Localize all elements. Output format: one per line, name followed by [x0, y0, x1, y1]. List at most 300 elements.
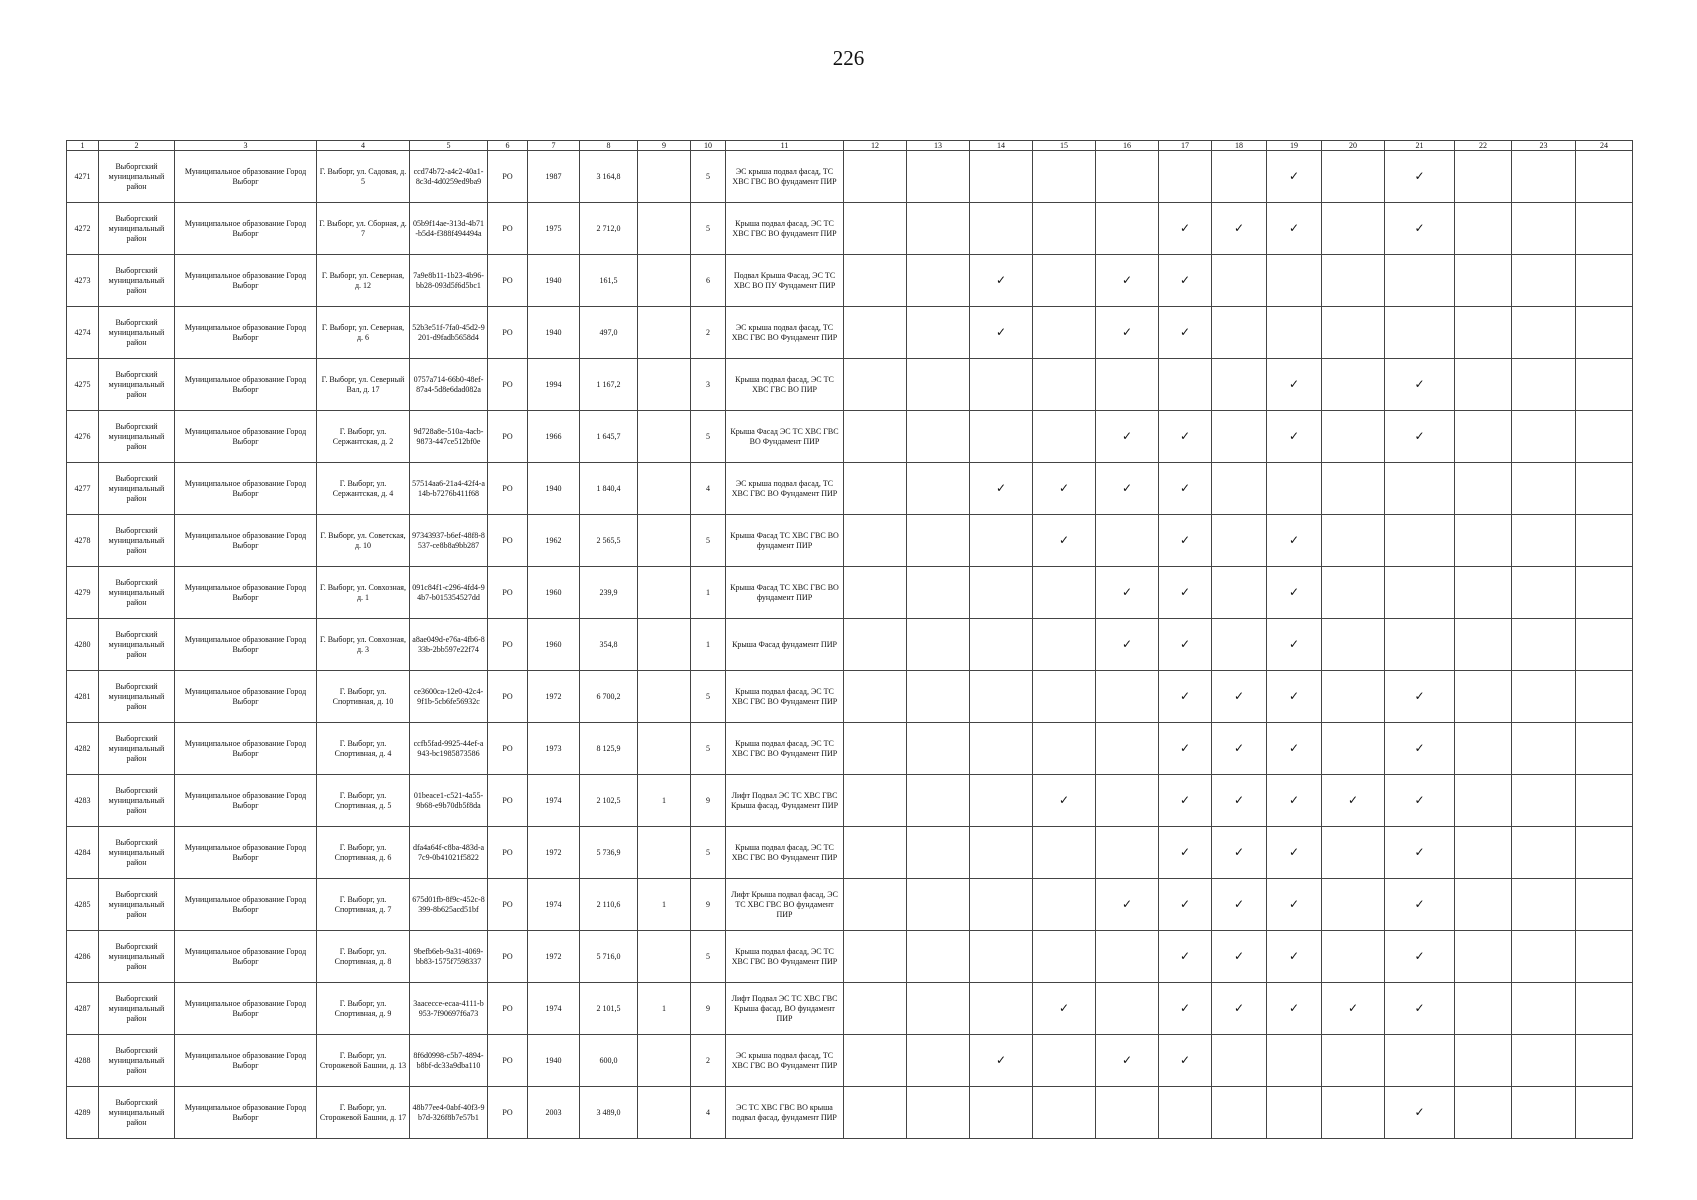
checkmark-icon: ✓ — [1121, 480, 1133, 495]
checkmark-icon: ✓ — [1414, 1000, 1425, 1015]
record-number: 4287 — [67, 983, 99, 1035]
mark-cell-col-13 — [907, 983, 970, 1035]
mark-cell-col-22 — [1455, 203, 1512, 255]
mark-cell-col-13 — [907, 411, 970, 463]
year-built-cell: 1940 — [528, 463, 580, 515]
area-cell: 1 167,2 — [580, 359, 638, 411]
mark-cell-col-19 — [1267, 1035, 1322, 1087]
district-cell: Выборгский муниципальный район — [99, 151, 175, 203]
mark-cell-col-16 — [1096, 567, 1159, 619]
mark-cell-col-15 — [1033, 671, 1096, 723]
district-cell: Выборгский муниципальный район — [99, 567, 175, 619]
address-cell: Г. Выборг, ул. Спортивная, д. 4 — [317, 723, 410, 775]
column-9-cell — [638, 255, 691, 307]
mark-cell-col-18 — [1212, 411, 1267, 463]
mark-cell-col-15 — [1033, 983, 1096, 1035]
mark-cell-col-13 — [907, 307, 970, 359]
column-10-cell: 9 — [691, 983, 726, 1035]
column-9-cell — [638, 359, 691, 411]
mark-cell-col-22 — [1455, 359, 1512, 411]
mark-cell-col-22 — [1455, 827, 1512, 879]
mark-cell-col-23 — [1512, 151, 1576, 203]
mark-cell-col-18 — [1212, 827, 1267, 879]
checkmark-icon: ✓ — [1058, 480, 1070, 495]
checkmark-icon: ✓ — [1058, 792, 1070, 807]
mark-cell-col-19 — [1267, 827, 1322, 879]
table-row — [67, 359, 1633, 411]
management-type-cell: РО — [488, 203, 528, 255]
mark-cell-col-22 — [1455, 723, 1512, 775]
checkmark-icon: ✓ — [1414, 844, 1425, 859]
mark-cell-col-18 — [1212, 775, 1267, 827]
checkmark-icon: ✓ — [1121, 584, 1133, 599]
mark-cell-col-14 — [970, 567, 1033, 619]
mark-cell-col-21 — [1385, 1087, 1455, 1139]
mark-cell-col-13 — [907, 619, 970, 671]
mark-cell-col-18 — [1212, 1035, 1267, 1087]
checkmark-icon: ✓ — [1179, 636, 1191, 651]
mark-cell-col-15 — [1033, 151, 1096, 203]
works-list-cell: Крыша подвал фасад, ЭС ТС ХВС ГВС ВО Фундамент ПИР — [726, 827, 844, 879]
mark-cell-col-18 — [1212, 359, 1267, 411]
address-cell: Г. Выборг, ул. Спортивная, д. 7 — [317, 879, 410, 931]
checkmark-icon: ✓ — [1414, 948, 1425, 963]
municipality-cell: Муниципальное образование Город Выборг — [175, 1087, 317, 1139]
mark-cell-col-19 — [1267, 723, 1322, 775]
mark-cell-col-17 — [1159, 567, 1212, 619]
record-number: 4276 — [67, 411, 99, 463]
mark-cell-col-19 — [1267, 619, 1322, 671]
mark-cell-col-23 — [1512, 827, 1576, 879]
year-built-cell: 1940 — [528, 1035, 580, 1087]
checkmark-icon: ✓ — [1414, 376, 1425, 391]
mark-cell-col-14 — [970, 1087, 1033, 1139]
table-row — [67, 151, 1633, 203]
mark-cell-col-22 — [1455, 255, 1512, 307]
mark-cell-col-24 — [1576, 515, 1633, 567]
mark-cell-col-23 — [1512, 567, 1576, 619]
guid-cell: 7a9e8b11-1b23-4b96-bb28-093d5f6d5bc1 — [410, 255, 488, 307]
mark-cell-col-20 — [1322, 307, 1385, 359]
guid-cell: 675d01fb-8f9c-452c-8399-8b625acd51bf — [410, 879, 488, 931]
mark-cell-col-23 — [1512, 203, 1576, 255]
column-10-cell: 6 — [691, 255, 726, 307]
address-cell: Г. Выборг, ул. Северная, д. 6 — [317, 307, 410, 359]
mark-cell-col-16 — [1096, 671, 1159, 723]
column-number-5: 5 — [410, 141, 488, 151]
mark-cell-col-14 — [970, 203, 1033, 255]
guid-cell: dfa4a64f-c8ba-483d-a7c9-0b41021f5822 — [410, 827, 488, 879]
area-cell: 497,0 — [580, 307, 638, 359]
year-built-cell: 1974 — [528, 775, 580, 827]
mark-cell-col-12 — [844, 1035, 907, 1087]
checkmark-icon: ✓ — [1288, 1000, 1300, 1015]
guid-cell: ccd74b72-a4c2-40a1-8c3d-4d0259ed9ba9 — [410, 151, 488, 203]
table-row — [67, 931, 1633, 983]
record-number: 4275 — [67, 359, 99, 411]
checkmark-icon: ✓ — [1288, 636, 1300, 651]
mark-cell-col-15 — [1033, 203, 1096, 255]
area-cell: 3 489,0 — [580, 1087, 638, 1139]
mark-cell-col-20 — [1322, 567, 1385, 619]
column-10-cell: 4 — [691, 463, 726, 515]
area-cell: 1 840,4 — [580, 463, 638, 515]
column-10-cell: 4 — [691, 1087, 726, 1139]
mark-cell-col-13 — [907, 879, 970, 931]
checkmark-icon: ✓ — [1179, 740, 1191, 755]
mark-cell-col-18 — [1212, 931, 1267, 983]
mark-cell-col-21 — [1385, 983, 1455, 1035]
mark-cell-col-18 — [1212, 723, 1267, 775]
mark-cell-col-14 — [970, 515, 1033, 567]
column-10-cell: 2 — [691, 307, 726, 359]
area-cell: 5 716,0 — [580, 931, 638, 983]
mark-cell-col-21 — [1385, 515, 1455, 567]
mark-cell-col-13 — [907, 359, 970, 411]
municipality-cell: Муниципальное образование Город Выборг — [175, 983, 317, 1035]
checkmark-icon: ✓ — [1414, 1104, 1425, 1119]
works-list-cell: Крыша подвал фасад, ЭС ТС ХВС ГВС ВО фундамент ПИР — [726, 203, 844, 255]
area-cell: 2 110,6 — [580, 879, 638, 931]
mark-cell-col-14 — [970, 827, 1033, 879]
guid-cell: 8f6d0998-c5b7-4894-b8bf-dc33a9dba110 — [410, 1035, 488, 1087]
address-cell: Г. Выборг, ул. Спортивная, д. 5 — [317, 775, 410, 827]
table-row — [67, 255, 1633, 307]
column-10-cell: 5 — [691, 931, 726, 983]
address-cell: Г. Выборг, ул. Сторожевой Башни, д. 13 — [317, 1035, 410, 1087]
mark-cell-col-19 — [1267, 879, 1322, 931]
mark-cell-col-13 — [907, 723, 970, 775]
management-type-cell: РО — [488, 307, 528, 359]
table-row — [67, 723, 1633, 775]
record-number: 4285 — [67, 879, 99, 931]
works-list-cell: ЭС крыша подвал фасад, ТС ХВС ГВС ВО Фундамент ПИР — [726, 1035, 844, 1087]
mark-cell-col-13 — [907, 775, 970, 827]
checkmark-icon: ✓ — [995, 324, 1007, 339]
mark-cell-col-14 — [970, 359, 1033, 411]
municipality-cell: Муниципальное образование Город Выборг — [175, 411, 317, 463]
column-10-cell: 2 — [691, 1035, 726, 1087]
mark-cell-col-15 — [1033, 775, 1096, 827]
mark-cell-col-21 — [1385, 463, 1455, 515]
municipality-cell: Муниципальное образование Город Выборг — [175, 827, 317, 879]
mark-cell-col-22 — [1455, 567, 1512, 619]
mark-cell-col-14 — [970, 931, 1033, 983]
mark-cell-col-15 — [1033, 515, 1096, 567]
works-list-cell: Лифт Крыша подвал фасад, ЭС ТС ХВС ГВС ВО фундамент ПИР — [726, 879, 844, 931]
checkmark-icon: ✓ — [1179, 792, 1191, 807]
record-number: 4286 — [67, 931, 99, 983]
column-number-8: 8 — [580, 141, 638, 151]
mark-cell-col-23 — [1512, 931, 1576, 983]
mark-cell-col-21 — [1385, 671, 1455, 723]
mark-cell-col-24 — [1576, 567, 1633, 619]
mark-cell-col-18 — [1212, 671, 1267, 723]
mark-cell-col-15 — [1033, 1087, 1096, 1139]
guid-cell: 97343937-b6ef-48f8-8537-ce8b8a9bb287 — [410, 515, 488, 567]
address-cell: Г. Выборг, ул. Сержантская, д. 4 — [317, 463, 410, 515]
municipality-cell: Муниципальное образование Город Выборг — [175, 723, 317, 775]
checkmark-icon: ✓ — [1179, 324, 1191, 339]
works-list-cell: Лифт Подвал ЭС ТС ХВС ГВС Крыша фасад, ВО фундамент ПИР — [726, 983, 844, 1035]
mark-cell-col-24 — [1576, 931, 1633, 983]
mark-cell-col-16 — [1096, 879, 1159, 931]
municipality-cell: Муниципальное образование Город Выборг — [175, 567, 317, 619]
mark-cell-col-19 — [1267, 931, 1322, 983]
guid-cell: 091c84f1-c296-4fd4-94b7-b015354527dd — [410, 567, 488, 619]
management-type-cell: РО — [488, 411, 528, 463]
column-10-cell: 1 — [691, 567, 726, 619]
works-list-cell: ЭС крыша подвал фасад, ТС ХВС ГВС ВО фундамент ПИР — [726, 151, 844, 203]
mark-cell-col-18 — [1212, 619, 1267, 671]
guid-cell: 01beace1-c521-4a55-9b68-e9b70db5f8da — [410, 775, 488, 827]
mark-cell-col-12 — [844, 567, 907, 619]
mark-cell-col-21 — [1385, 151, 1455, 203]
mark-cell-col-14 — [970, 879, 1033, 931]
checkmark-icon: ✓ — [1121, 272, 1133, 287]
district-cell: Выборгский муниципальный район — [99, 463, 175, 515]
mark-cell-col-17 — [1159, 723, 1212, 775]
mark-cell-col-21 — [1385, 307, 1455, 359]
mark-cell-col-15 — [1033, 255, 1096, 307]
year-built-cell: 1960 — [528, 567, 580, 619]
district-cell: Выборгский муниципальный район — [99, 515, 175, 567]
page-number: 226 — [832, 46, 865, 70]
mark-cell-col-20 — [1322, 983, 1385, 1035]
year-built-cell: 1972 — [528, 671, 580, 723]
mark-cell-col-16 — [1096, 307, 1159, 359]
municipality-cell: Муниципальное образование Город Выборг — [175, 879, 317, 931]
address-cell: Г. Выборг, ул. Спортивная, д. 8 — [317, 931, 410, 983]
mark-cell-col-13 — [907, 203, 970, 255]
works-list-cell: ЭС ТС ХВС ГВС ВО крыша подвал фасад, фундамент ПИР — [726, 1087, 844, 1139]
area-cell: 2 565,5 — [580, 515, 638, 567]
mark-cell-col-19 — [1267, 411, 1322, 463]
district-cell: Выборгский муниципальный район — [99, 983, 175, 1035]
checkmark-icon: ✓ — [1179, 428, 1191, 443]
mark-cell-col-21 — [1385, 827, 1455, 879]
mark-cell-col-12 — [844, 307, 907, 359]
checkmark-icon: ✓ — [1347, 1000, 1359, 1015]
mark-cell-col-20 — [1322, 931, 1385, 983]
mark-cell-col-16 — [1096, 411, 1159, 463]
mark-cell-col-24 — [1576, 359, 1633, 411]
district-cell: Выборгский муниципальный район — [99, 619, 175, 671]
mark-cell-col-14 — [970, 463, 1033, 515]
column-9-cell — [638, 203, 691, 255]
mark-cell-col-21 — [1385, 931, 1455, 983]
record-number: 4280 — [67, 619, 99, 671]
mark-cell-col-22 — [1455, 671, 1512, 723]
mark-cell-col-15 — [1033, 879, 1096, 931]
mark-cell-col-12 — [844, 879, 907, 931]
checkmark-icon: ✓ — [1179, 220, 1191, 235]
column-10-cell: 5 — [691, 151, 726, 203]
checkmark-icon: ✓ — [1233, 220, 1245, 235]
column-9-cell — [638, 463, 691, 515]
year-built-cell: 1994 — [528, 359, 580, 411]
column-9-cell — [638, 827, 691, 879]
mark-cell-col-22 — [1455, 1035, 1512, 1087]
district-cell: Выборгский муниципальный район — [99, 1035, 175, 1087]
management-type-cell: РО — [488, 359, 528, 411]
table-row — [67, 827, 1633, 879]
mark-cell-col-18 — [1212, 151, 1267, 203]
checkmark-icon: ✓ — [1233, 1000, 1245, 1015]
mark-cell-col-23 — [1512, 359, 1576, 411]
mark-cell-col-23 — [1512, 619, 1576, 671]
column-number-3: 3 — [175, 141, 317, 151]
mark-cell-col-19 — [1267, 359, 1322, 411]
record-number: 4272 — [67, 203, 99, 255]
mark-cell-col-13 — [907, 567, 970, 619]
mark-cell-col-24 — [1576, 307, 1633, 359]
district-cell: Выборгский муниципальный район — [99, 1087, 175, 1139]
column-9-cell — [638, 307, 691, 359]
mark-cell-col-12 — [844, 671, 907, 723]
municipality-cell: Муниципальное образование Город Выборг — [175, 203, 317, 255]
record-number: 4279 — [67, 567, 99, 619]
column-9-cell — [638, 151, 691, 203]
address-cell: Г. Выборг, ул. Совхозная, д. 1 — [317, 567, 410, 619]
mark-cell-col-18 — [1212, 515, 1267, 567]
mark-cell-col-14 — [970, 151, 1033, 203]
mark-cell-col-16 — [1096, 359, 1159, 411]
column-number-22: 22 — [1455, 141, 1512, 151]
mark-cell-col-22 — [1455, 1087, 1512, 1139]
mark-cell-col-13 — [907, 255, 970, 307]
management-type-cell: РО — [488, 567, 528, 619]
address-cell: Г. Выборг, ул. Советская, д. 10 — [317, 515, 410, 567]
checkmark-icon: ✓ — [1414, 792, 1425, 807]
area-cell: 600,0 — [580, 1035, 638, 1087]
mark-cell-col-21 — [1385, 255, 1455, 307]
mark-cell-col-12 — [844, 151, 907, 203]
checkmark-icon: ✓ — [995, 1052, 1007, 1067]
works-list-cell: Крыша Фасад ТС ХВС ГВС ВО фундамент ПИР — [726, 515, 844, 567]
mark-cell-col-12 — [844, 1087, 907, 1139]
column-10-cell: 5 — [691, 515, 726, 567]
mark-cell-col-19 — [1267, 775, 1322, 827]
column-number-12: 12 — [844, 141, 907, 151]
mark-cell-col-20 — [1322, 671, 1385, 723]
mark-cell-col-12 — [844, 827, 907, 879]
mark-cell-col-21 — [1385, 619, 1455, 671]
mark-cell-col-16 — [1096, 463, 1159, 515]
year-built-cell: 2003 — [528, 1087, 580, 1139]
checkmark-icon: ✓ — [1121, 636, 1133, 651]
address-cell: Г. Выборг, ул. Совхозная, д. 3 — [317, 619, 410, 671]
management-type-cell: РО — [488, 671, 528, 723]
column-9-cell: 1 — [638, 879, 691, 931]
table-row — [67, 775, 1633, 827]
municipality-cell: Муниципальное образование Город Выборг — [175, 671, 317, 723]
column-number-11: 11 — [726, 141, 844, 151]
record-number: 4271 — [67, 151, 99, 203]
checkmark-icon: ✓ — [1121, 428, 1133, 443]
record-number: 4283 — [67, 775, 99, 827]
works-list-cell: ЭС крыша подвал фасад, ТС ХВС ГВС ВО Фундамент ПИР — [726, 463, 844, 515]
area-cell: 8 125,9 — [580, 723, 638, 775]
mark-cell-col-15 — [1033, 931, 1096, 983]
checkmark-icon: ✓ — [1288, 428, 1300, 443]
mark-cell-col-21 — [1385, 359, 1455, 411]
table-row — [67, 463, 1633, 515]
address-cell: Г. Выборг, ул. Сержантская, д. 2 — [317, 411, 410, 463]
table-row — [67, 619, 1633, 671]
column-number-2: 2 — [99, 141, 175, 151]
mark-cell-col-14 — [970, 619, 1033, 671]
guid-cell: 9befb6eb-9a31-4069-bb83-1575f7598337 — [410, 931, 488, 983]
municipality-cell: Муниципальное образование Город Выборг — [175, 931, 317, 983]
column-10-cell: 9 — [691, 879, 726, 931]
district-cell: Выборгский муниципальный район — [99, 359, 175, 411]
record-number: 4277 — [67, 463, 99, 515]
mark-cell-col-16 — [1096, 1035, 1159, 1087]
table-row — [67, 671, 1633, 723]
column-10-cell: 5 — [691, 827, 726, 879]
municipality-cell: Муниципальное образование Город Выборг — [175, 307, 317, 359]
mark-cell-col-15 — [1033, 359, 1096, 411]
works-list-cell: Крыша подвал фасад, ЭС ТС ХВС ГВС ВО Фундамент ПИР — [726, 931, 844, 983]
guid-cell: 05b9f14ae-313d-4b71-b5d4-f388f494494a — [410, 203, 488, 255]
guid-cell: 0757a714-66b0-48ef-87a4-5d8e6dad082a — [410, 359, 488, 411]
area-cell: 5 736,9 — [580, 827, 638, 879]
management-type-cell: РО — [488, 515, 528, 567]
checkmark-icon: ✓ — [1288, 688, 1300, 703]
mark-cell-col-22 — [1455, 619, 1512, 671]
management-type-cell: РО — [488, 983, 528, 1035]
column-9-cell — [638, 619, 691, 671]
checkmark-icon: ✓ — [1179, 1052, 1191, 1067]
municipality-cell: Муниципальное образование Город Выборг — [175, 515, 317, 567]
mark-cell-col-24 — [1576, 1087, 1633, 1139]
mark-cell-col-24 — [1576, 255, 1633, 307]
column-number-10: 10 — [691, 141, 726, 151]
mark-cell-col-14 — [970, 307, 1033, 359]
checkmark-icon: ✓ — [1414, 896, 1425, 911]
mark-cell-col-24 — [1576, 463, 1633, 515]
mark-cell-col-13 — [907, 515, 970, 567]
column-number-21: 21 — [1385, 141, 1455, 151]
checkmark-icon: ✓ — [1288, 844, 1300, 859]
mark-cell-col-17 — [1159, 151, 1212, 203]
checkmark-icon: ✓ — [995, 272, 1007, 287]
mark-cell-col-17 — [1159, 1035, 1212, 1087]
table-row — [67, 567, 1633, 619]
mark-cell-col-17 — [1159, 255, 1212, 307]
column-number-1: 1 — [67, 141, 99, 151]
mark-cell-col-13 — [907, 151, 970, 203]
column-9-cell — [638, 411, 691, 463]
column-number-23: 23 — [1512, 141, 1576, 151]
mark-cell-col-12 — [844, 775, 907, 827]
management-type-cell: РО — [488, 463, 528, 515]
record-number: 4289 — [67, 1087, 99, 1139]
mark-cell-col-20 — [1322, 515, 1385, 567]
record-number: 4284 — [67, 827, 99, 879]
mark-cell-col-23 — [1512, 307, 1576, 359]
checkmark-icon: ✓ — [1179, 948, 1191, 963]
column-9-cell — [638, 567, 691, 619]
column-number-9: 9 — [638, 141, 691, 151]
mark-cell-col-15 — [1033, 827, 1096, 879]
address-cell: Г. Выборг, ул. Сборная, д. 7 — [317, 203, 410, 255]
mark-cell-col-20 — [1322, 359, 1385, 411]
mark-cell-col-23 — [1512, 255, 1576, 307]
mark-cell-col-17 — [1159, 515, 1212, 567]
works-list-cell: Подвал Крыша Фасад, ЭС ТС ХВС ВО ПУ Фундамент ПИР — [726, 255, 844, 307]
